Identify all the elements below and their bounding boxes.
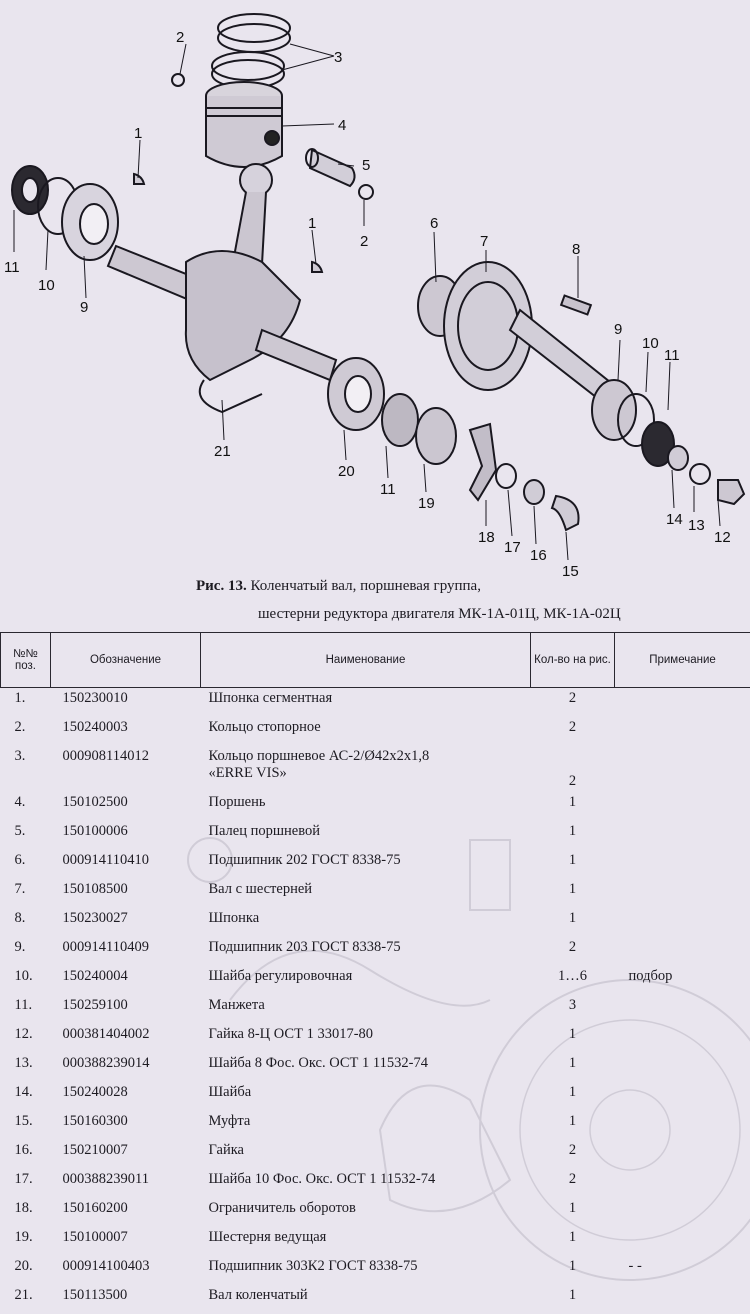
gear-shaft-drawing [418,262,620,408]
cell-code: 150230027 [51,908,201,937]
parts-table [0,632,750,1314]
table-header-row [1,633,750,688]
cell-quantity: 1 [531,1082,615,1111]
cell-name: Шпонка [201,908,531,937]
cell-position: 14. [1,1082,51,1111]
callout-number: 20 [338,463,355,480]
cell-code: 150160300 [51,1111,201,1140]
callout-number: 15 [562,563,579,580]
header-quantity: Кол-во на рис. [531,633,615,688]
cell-quantity: 1…6 [531,966,615,995]
cell-name: Кольцо стопорное [201,717,531,746]
cell-note [615,1024,750,1053]
cell-code: 150230010 [51,688,201,718]
cell-name: Гайка 8-Ц ОСТ 1 33017-80 [201,1024,531,1053]
callout-number: 14 [666,511,683,528]
cell-name: Шайба 10 Фос. Окс. ОСТ 1 11532-74 [201,1169,531,1198]
cell-name: Шайба 8 Фос. Окс. ОСТ 1 11532-74 [201,1053,531,1082]
table-row [1,937,750,966]
cell-quantity: 1 [531,1198,615,1227]
callout-number: 5 [362,157,370,174]
table-row [1,995,750,1024]
cell-note [615,1169,750,1198]
cell-note [615,717,750,746]
cell-position: 6. [1,850,51,879]
cell-position: 21. [1,1285,51,1314]
cell-note [615,995,750,1024]
cell-note [615,1111,750,1140]
cell-quantity: 2 [531,1169,615,1198]
cell-position: 9. [1,937,51,966]
callout-number: 11 [4,259,20,276]
cell-note [615,688,750,718]
piston-ring-lower [212,52,284,80]
table-row [1,1082,750,1111]
cell-code: 150108500 [51,879,201,908]
cell-quantity: 1 [531,908,615,937]
callout-number: 21 [214,443,231,460]
cell-code: 150100007 [51,1227,201,1256]
cell-quantity: 1 [531,1256,615,1285]
cell-name: Муфта [201,1111,531,1140]
exploded-view-figure [0,0,750,580]
cell-position: 5. [1,821,51,850]
table-row [1,1285,750,1314]
table-row [1,1053,750,1082]
table-row [1,1024,750,1053]
cell-position: 12. [1,1024,51,1053]
cell-position: 16. [1,1140,51,1169]
table-row [1,966,750,995]
cell-name: Подшипник 203 ГОСТ 8338-75 [201,937,531,966]
left-bearing-set [12,166,118,260]
caption-line-1: Коленчатый вал, поршневая группа, [250,578,481,594]
cell-position: 19. [1,1227,51,1256]
cell-code: 000914110410 [51,850,201,879]
cell-code: 000388239014 [51,1053,201,1082]
cell-quantity: 2 [531,1140,615,1169]
gear-19-drawing [416,408,456,464]
table-row [1,879,750,908]
cell-code: 000388239011 [51,1169,201,1198]
callout-number: 8 [572,241,580,258]
cell-quantity: 2 [531,937,615,966]
callout-number: 10 [38,277,55,294]
cell-position: 7. [1,879,51,908]
piston-pin-drawing [306,149,355,186]
cell-code: 150160200 [51,1198,201,1227]
callout-number: 9 [80,299,88,316]
cell-note [615,908,750,937]
cell-position: 11. [1,995,51,1024]
cell-position: 8. [1,908,51,937]
crankshaft-exploded-diagram [0,0,750,580]
cell-quantity: 2 [531,717,615,746]
table-row [1,1198,750,1227]
cell-position: 17. [1,1169,51,1198]
callout-number: 16 [530,547,547,564]
cell-name-line-2: «ERRE VIS» [209,765,531,782]
cell-code: 150240004 [51,966,201,995]
cell-code: 150240028 [51,1082,201,1111]
cell-position: 2. [1,717,51,746]
callout-number: 4 [338,117,346,134]
cell-code: 150240003 [51,717,201,746]
header-position: №№ поз. [1,633,51,688]
cell-name: Манжета [201,995,531,1024]
cell-note [615,850,750,879]
cell-position: 15. [1,1111,51,1140]
cell-note [615,821,750,850]
cell-position: 10. [1,966,51,995]
cell-name: Вал с шестерней [201,879,531,908]
crankshaft-drawing [108,246,336,412]
cell-name: Шестерня ведущая [201,1227,531,1256]
table-row [1,1111,750,1140]
cell-name: Гайка [201,1140,531,1169]
cell-name: Шайба регулировочная [201,966,531,995]
callout-number: 7 [480,233,488,250]
table-row [1,1140,750,1169]
cell-note [615,1198,750,1227]
cell-note [615,792,750,821]
cell-note: - - [615,1256,750,1285]
cell-note [615,1053,750,1082]
cell-note [615,746,750,792]
cell-position: 20. [1,1256,51,1285]
cell-name: Шпонка сегментная [201,688,531,718]
callout-number: 11 [664,347,680,364]
cell-quantity: 2 [531,746,615,792]
callout-number: 2 [176,29,184,46]
gear-11-drawing [382,394,418,446]
table-row [1,908,750,937]
cell-code: 000908114012 [51,746,201,792]
speed-limiter-drawing [470,424,496,500]
callout-number: 13 [688,517,705,534]
callout-number: 12 [714,529,731,546]
cell-quantity: 3 [531,995,615,1024]
cell-name-line-1: Кольцо поршневое АС-2/Ø42х2х1,8 [209,748,531,765]
cell-quantity: 1 [531,879,615,908]
cell-quantity: 2 [531,688,615,718]
cell-code: 150113500 [51,1285,201,1314]
cell-name [201,746,531,792]
cell-code: 150210007 [51,1140,201,1169]
table-row [1,1169,750,1198]
callout-number: 1 [308,215,316,232]
table-row [1,1256,750,1285]
cell-quantity: 1 [531,850,615,879]
callout-number: 1 [134,125,142,142]
cell-code: 000914100403 [51,1256,201,1285]
cell-note [615,1140,750,1169]
cell-quantity: 1 [531,1111,615,1140]
cell-position: 1. [1,688,51,718]
callout-number: 11 [380,481,396,498]
cell-name: Подшипник 303К2 ГОСТ 8338-75 [201,1256,531,1285]
cell-code: 150100006 [51,821,201,850]
cell-note [615,879,750,908]
table-row [1,688,750,718]
callout-number: 3 [334,49,342,66]
caption-line-2: шестерни редуктора двигателя МК-1А-01Ц, МК-1А-02Ц [258,606,750,623]
cell-note [615,1285,750,1314]
cell-note [615,1227,750,1256]
cell-quantity: 1 [531,792,615,821]
callout-number: 18 [478,529,495,546]
callout-number: 6 [430,215,438,232]
table-row [1,1227,750,1256]
cell-quantity: 1 [531,821,615,850]
cell-name: Палец поршневой [201,821,531,850]
table-row [1,821,750,850]
cell-note [615,937,750,966]
cell-name: Ограничитель оборотов [201,1198,531,1227]
table-row [1,792,750,821]
cell-quantity: 1 [531,1024,615,1053]
cell-name: Поршень [201,792,531,821]
cell-code: 150259100 [51,995,201,1024]
cell-position: 13. [1,1053,51,1082]
cell-name: Подшипник 202 ГОСТ 8338-75 [201,850,531,879]
header-name: Наименование [201,633,531,688]
callout-number: 9 [614,321,622,338]
cell-code: 150102500 [51,792,201,821]
cell-quantity: 1 [531,1053,615,1082]
cell-note: подбор [615,966,750,995]
header-note: Примечание [615,633,750,688]
cell-quantity: 1 [531,1285,615,1314]
piston-drawing [206,82,282,167]
table-row [1,746,750,792]
cell-name: Вал коленчатый [201,1285,531,1314]
cell-code: 000914110409 [51,937,201,966]
parts-table-body [1,688,750,1314]
table-row [1,717,750,746]
header-code: Обозначение [51,633,201,688]
figure-caption [196,578,750,595]
cell-note [615,1082,750,1111]
cell-quantity: 1 [531,1227,615,1256]
figure-label: Рис. 13. [196,578,247,594]
callout-number: 2 [360,233,368,250]
cell-code: 000381404002 [51,1024,201,1053]
callout-number: 19 [418,495,435,512]
cell-name: Шайба [201,1082,531,1111]
table-row [1,850,750,879]
cell-position: 4. [1,792,51,821]
cell-position: 18. [1,1198,51,1227]
callout-number: 10 [642,335,659,352]
cell-position: 3. [1,746,51,792]
callout-number: 17 [504,539,521,556]
callout-labels [4,29,731,580]
